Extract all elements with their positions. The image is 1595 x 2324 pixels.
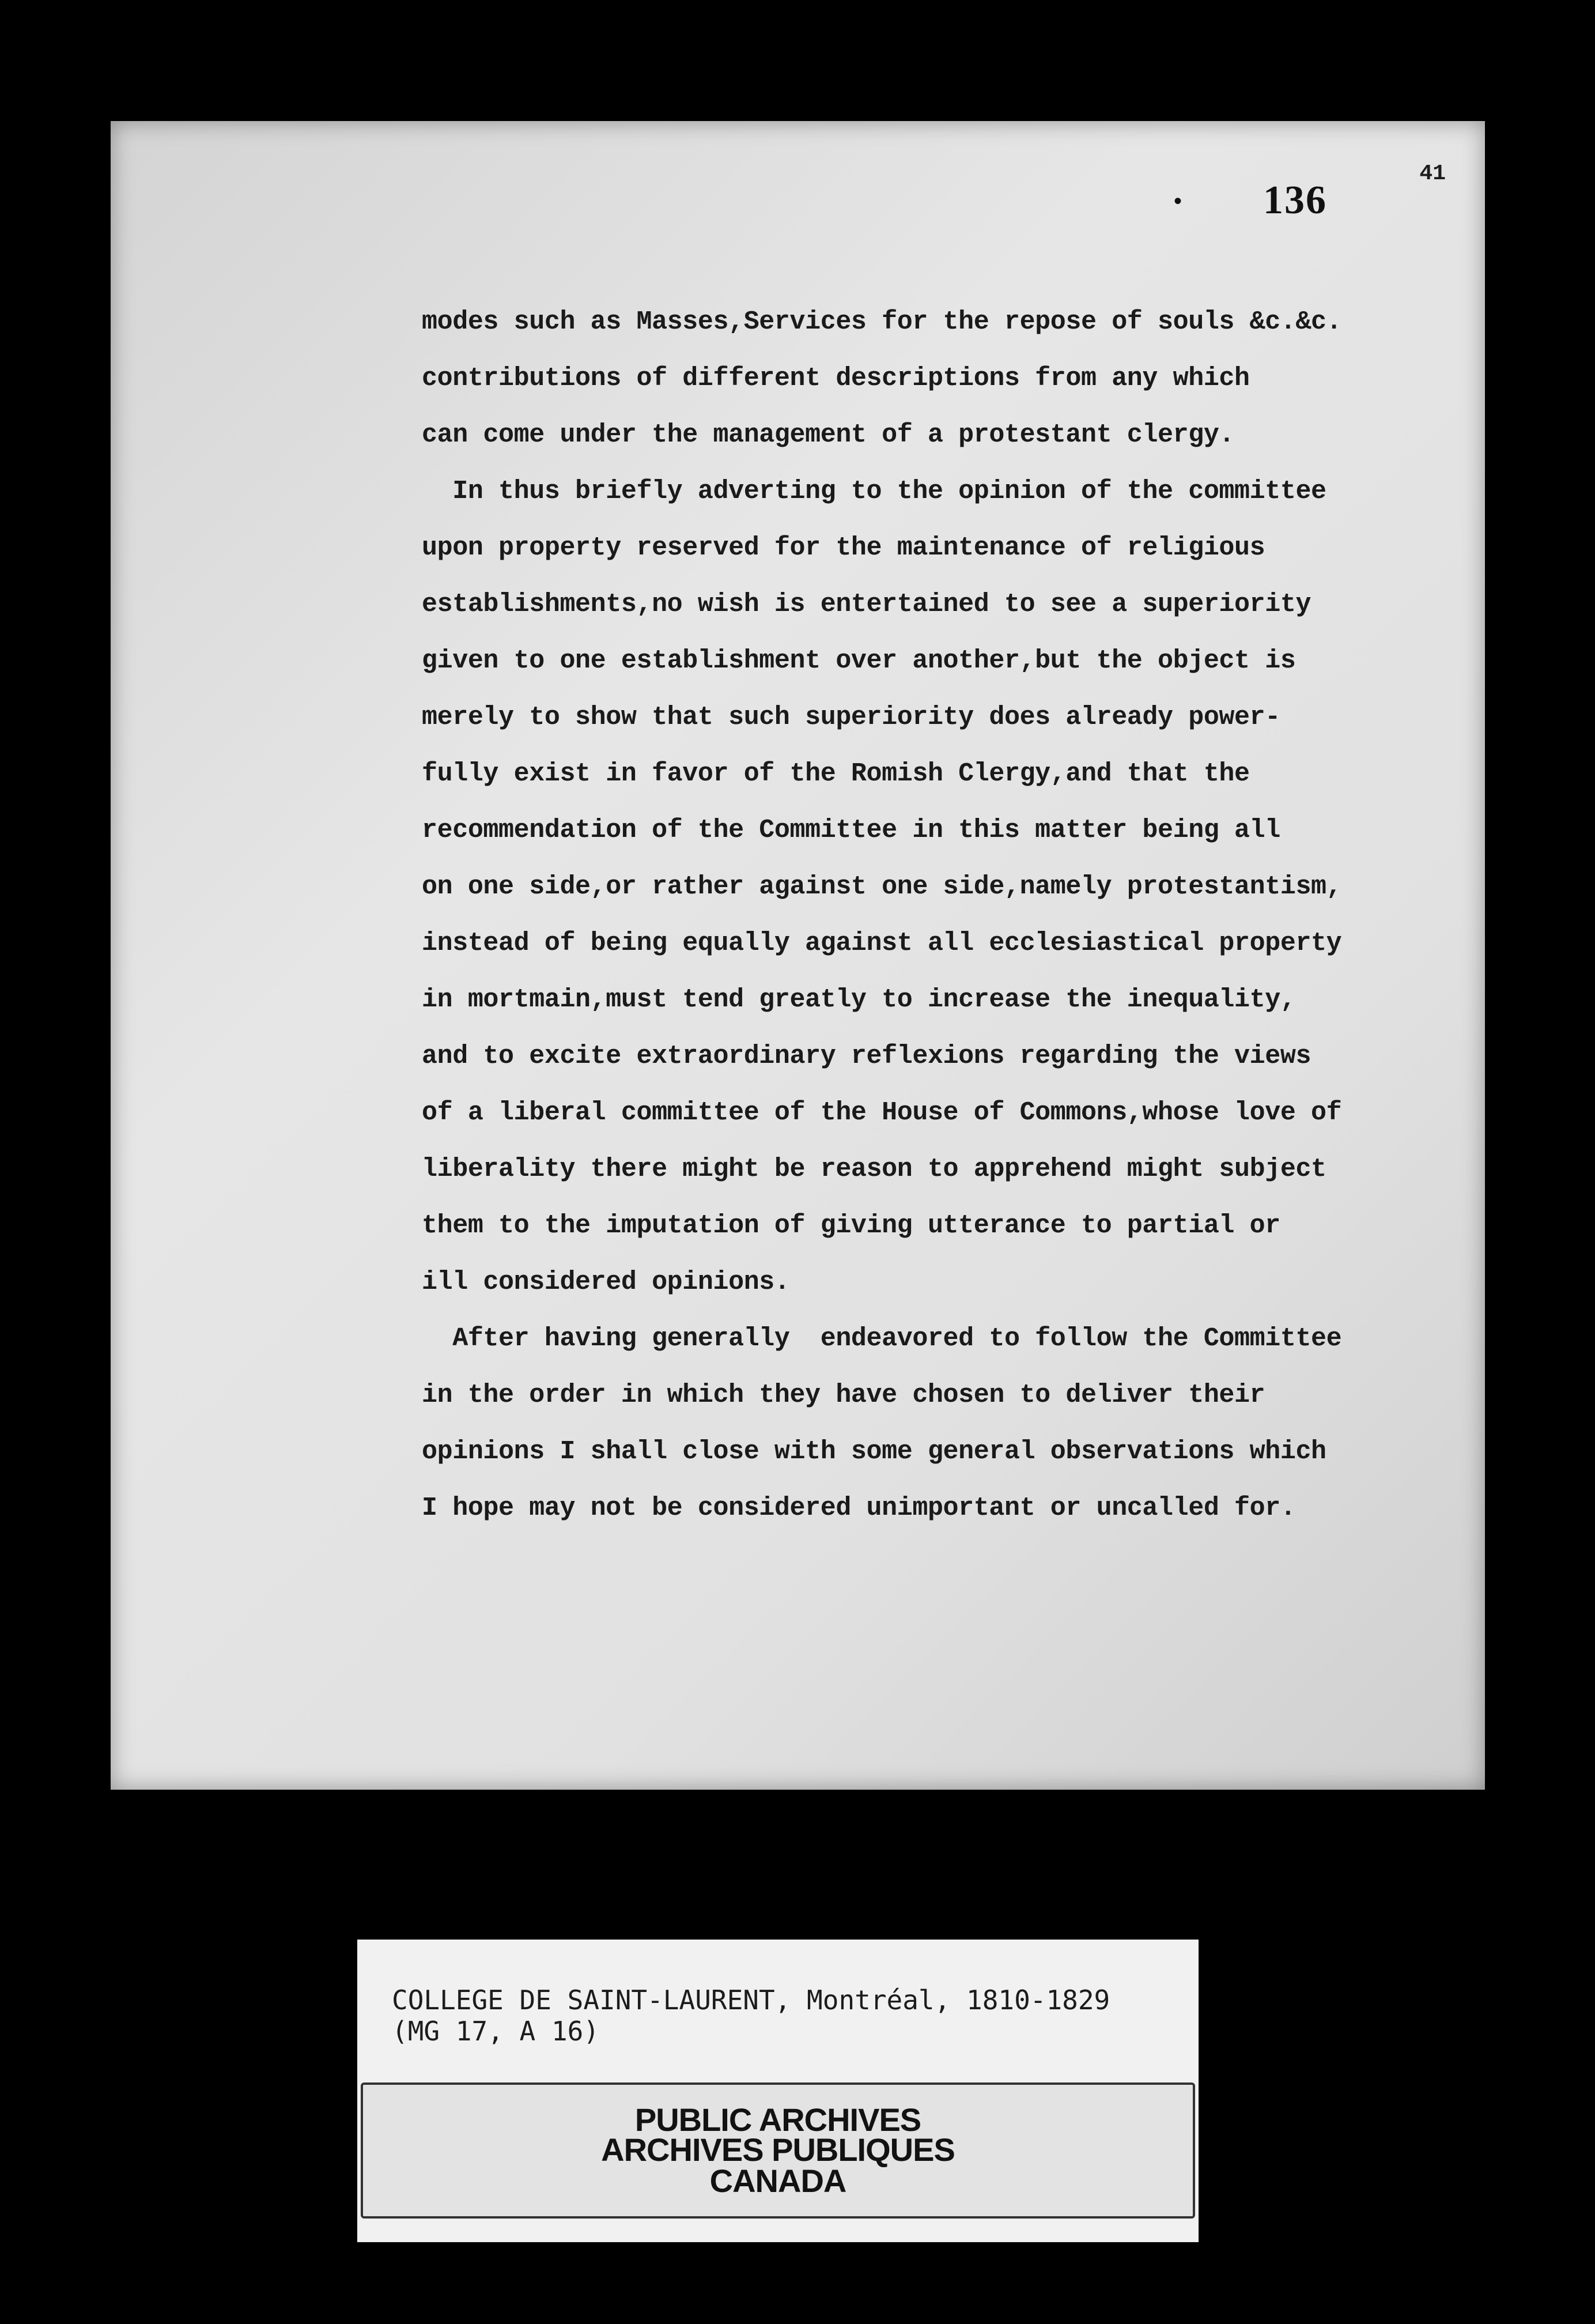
text-line: modes such as Masses,Services for the repose of souls &c.&c. <box>422 307 1342 337</box>
text-line: In thus briefly adverting to the opinion of the committee <box>422 477 1326 506</box>
text-line: and to excite extraordinary reflexions regarding the views <box>422 1042 1311 1071</box>
text-line: instead of being equally against all ecclesiastical property <box>422 929 1342 958</box>
text-line: fully exist in favor of the Romish Clergy,and that the <box>422 759 1250 788</box>
text-line: given to one establishment over another,but the object is <box>422 646 1296 676</box>
text-line: establishments,no wish is entertained to see a superiority <box>422 590 1311 619</box>
text-line: I hope may not be considered unimportant or uncalled for. <box>422 1493 1296 1523</box>
page-number: 136 <box>1263 178 1327 222</box>
stamp-line-english: PUBLIC ARCHIVES <box>634 2102 921 2138</box>
corner-number: 41 <box>1419 161 1446 186</box>
text-line: contributions of different descriptions from any which <box>422 364 1250 393</box>
text-line: upon property reserved for the maintenance of religious <box>422 533 1265 563</box>
text-line: liberality there might be reason to apprehend might subject <box>422 1155 1326 1184</box>
text-line: After having generally endeavored to follow the Committee <box>422 1324 1342 1353</box>
text-line: ill considered opinions. <box>422 1267 790 1297</box>
text-line: on one side,or rather against one side,namely protestantism, <box>422 872 1342 901</box>
text-line: in mortmain,must tend greatly to increase the inequality, <box>422 985 1296 1014</box>
archives-stamp <box>361 2082 1195 2219</box>
typed-text-body <box>422 294 1563 1537</box>
dot-mark-icon: • <box>1171 190 1185 216</box>
archive-label-card <box>357 1940 1199 2242</box>
text-line: of a liberal committee of the House of Commons,whose love of <box>422 1098 1342 1127</box>
collection-title: COLLEGE DE SAINT-LAURENT, Montréal, 1810-1829 <box>392 1985 1110 2016</box>
text-line: merely to show that such superiority does already power- <box>422 703 1280 732</box>
text-line: them to the imputation of giving utterance to partial or <box>422 1211 1280 1240</box>
text-line: in the order in which they have chosen to deliver their <box>422 1380 1265 1410</box>
text-line: recommendation of the Committee in this matter being all <box>422 816 1280 845</box>
stamp-line-country: CANADA <box>709 2163 846 2199</box>
stamp-line-french: ARCHIVES PUBLIQUES <box>601 2131 955 2168</box>
text-line: opinions I shall close with some general observations which <box>422 1437 1326 1466</box>
collection-reference: (MG 17, A 16) <box>392 2016 600 2047</box>
text-line: can come under the management of a protestant clergy. <box>422 420 1235 450</box>
document-page <box>111 121 1485 1790</box>
